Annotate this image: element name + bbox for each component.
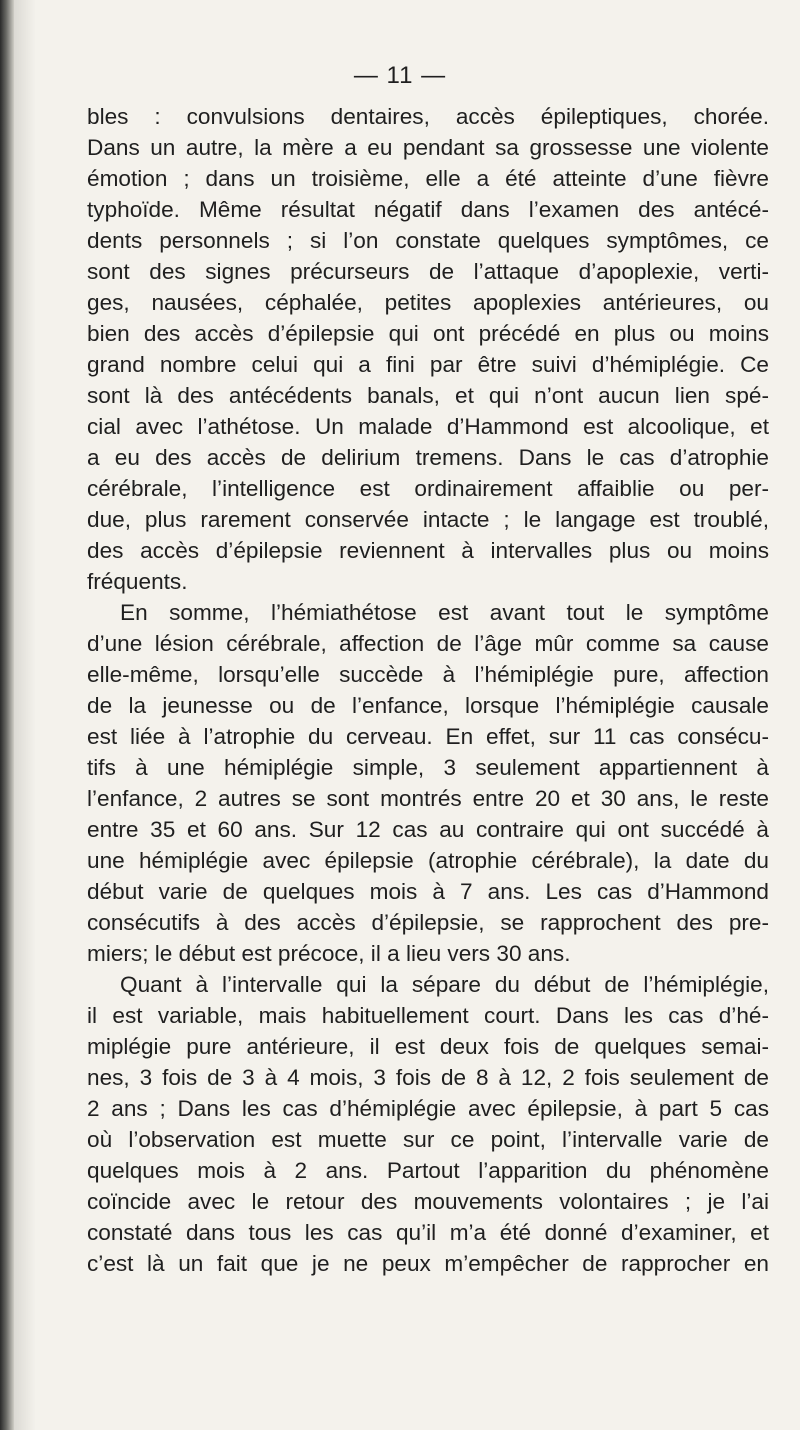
text-line: tifs à une hémiplégie simple, 3 seulement appartiennent à [87, 755, 769, 780]
text-line: ges, nausées, céphalée, petites apoplexies antérieures, ou [87, 290, 769, 315]
text-line: l’enfance, 2 autres se sont montrés entre 20 et 30 ans, le reste [87, 786, 769, 811]
paragraph [87, 969, 769, 1279]
text-line: Quant à l’intervalle qui la sépare du début de l’hémiplégie, [120, 972, 769, 997]
text-line: bien des accès d’épilepsie qui ont précédé en plus ou moins [87, 321, 769, 346]
binding-shadow [14, 0, 36, 1430]
text-line: il est variable, mais habituellement court. Dans les cas d’hé- [87, 1003, 769, 1028]
text-line: entre 35 et 60 ans. Sur 12 cas au contraire qui ont succédé à [87, 817, 769, 842]
text-line: une hémiplégie avec épilepsie (atrophie cérébrale), la date du [87, 848, 769, 873]
paragraph [87, 101, 769, 597]
text-line: c’est là un fait que je ne peux m’empêcher de rapprocher en [87, 1251, 769, 1276]
page-number: — 11 — [353, 62, 447, 89]
book-binding-edge [0, 0, 14, 1430]
text-line: constaté dans tous les cas qu’il m’a été donné d’examiner, et [87, 1220, 769, 1245]
text-line: miplégie pure antérieure, il est deux fois de quelques semai- [87, 1034, 769, 1059]
text-line: où l’observation est muette sur ce point, l’intervalle varie de [87, 1127, 769, 1152]
text-line: des accès d’épilepsie reviennent à intervalles plus ou moins [87, 538, 769, 563]
text-line: fréquents. [87, 569, 188, 594]
text-line: a eu des accès de delirium tremens. Dans le cas d’atrophie [87, 445, 769, 470]
text-line: 2 ans ; Dans les cas d’hémiplégie avec épilepsie, à part 5 cas [87, 1096, 769, 1121]
text-line: typhoïde. Même résultat négatif dans l’examen des antécé- [87, 197, 769, 222]
text-line: sont là des antécédents banals, et qui n’ont aucun lien spé- [87, 383, 769, 408]
text-line: grand nombre celui qui a fini par être suivi d’hémiplégie. Ce [87, 352, 769, 377]
text-line: Dans un autre, la mère a eu pendant sa grossesse une violente [87, 135, 769, 160]
text-line: début varie de quelques mois à 7 ans. Les cas d’Hammond [87, 879, 769, 904]
text-line: consécutifs à des accès d’épilepsie, se rapprochent des pre- [87, 910, 769, 935]
text-line: cérébrale, l’intelligence est ordinairement affaiblie ou per- [87, 476, 769, 501]
paragraph [87, 597, 769, 969]
text-line: est liée à l’atrophie du cerveau. En effet, sur 11 cas consécu- [87, 724, 769, 749]
text-line: miers; le début est précoce, il a lieu vers 30 ans. [87, 941, 571, 966]
text-line: nes, 3 fois de 3 à 4 mois, 3 fois de 8 à 12, 2 fois seulement de [87, 1065, 769, 1090]
text-line: elle-même, lorsqu’elle succède à l’hémiplégie pure, affection [87, 662, 769, 687]
text-line: de la jeunesse ou de l’enfance, lorsque l’hémiplégie causale [87, 693, 769, 718]
text-line: émotion ; dans un troisième, elle a été atteinte d’une fièvre [87, 166, 769, 191]
text-line: dents personnels ; si l’on constate quelques symptômes, ce [87, 228, 769, 253]
body-text [87, 101, 769, 1279]
text-line: d’une lésion cérébrale, affection de l’âge mûr comme sa cause [87, 631, 769, 656]
text-line: sont des signes précurseurs de l’attaque d’apoplexie, verti- [87, 259, 769, 284]
text-line: due, plus rarement conservée intacte ; le langage est troublé, [87, 507, 769, 532]
text-line: bles : convulsions dentaires, accès épileptiques, chorée. [87, 104, 769, 129]
text-line: En somme, l’hémiathétose est avant tout le symptôme [120, 600, 769, 625]
text-line: coïncide avec le retour des mouvements volontaires ; je l’ai [87, 1189, 769, 1214]
text-line: cial avec l’athétose. Un malade d’Hammond est alcoolique, et [87, 414, 769, 439]
text-line: quelques mois à 2 ans. Partout l’apparition du phénomène [87, 1158, 769, 1183]
